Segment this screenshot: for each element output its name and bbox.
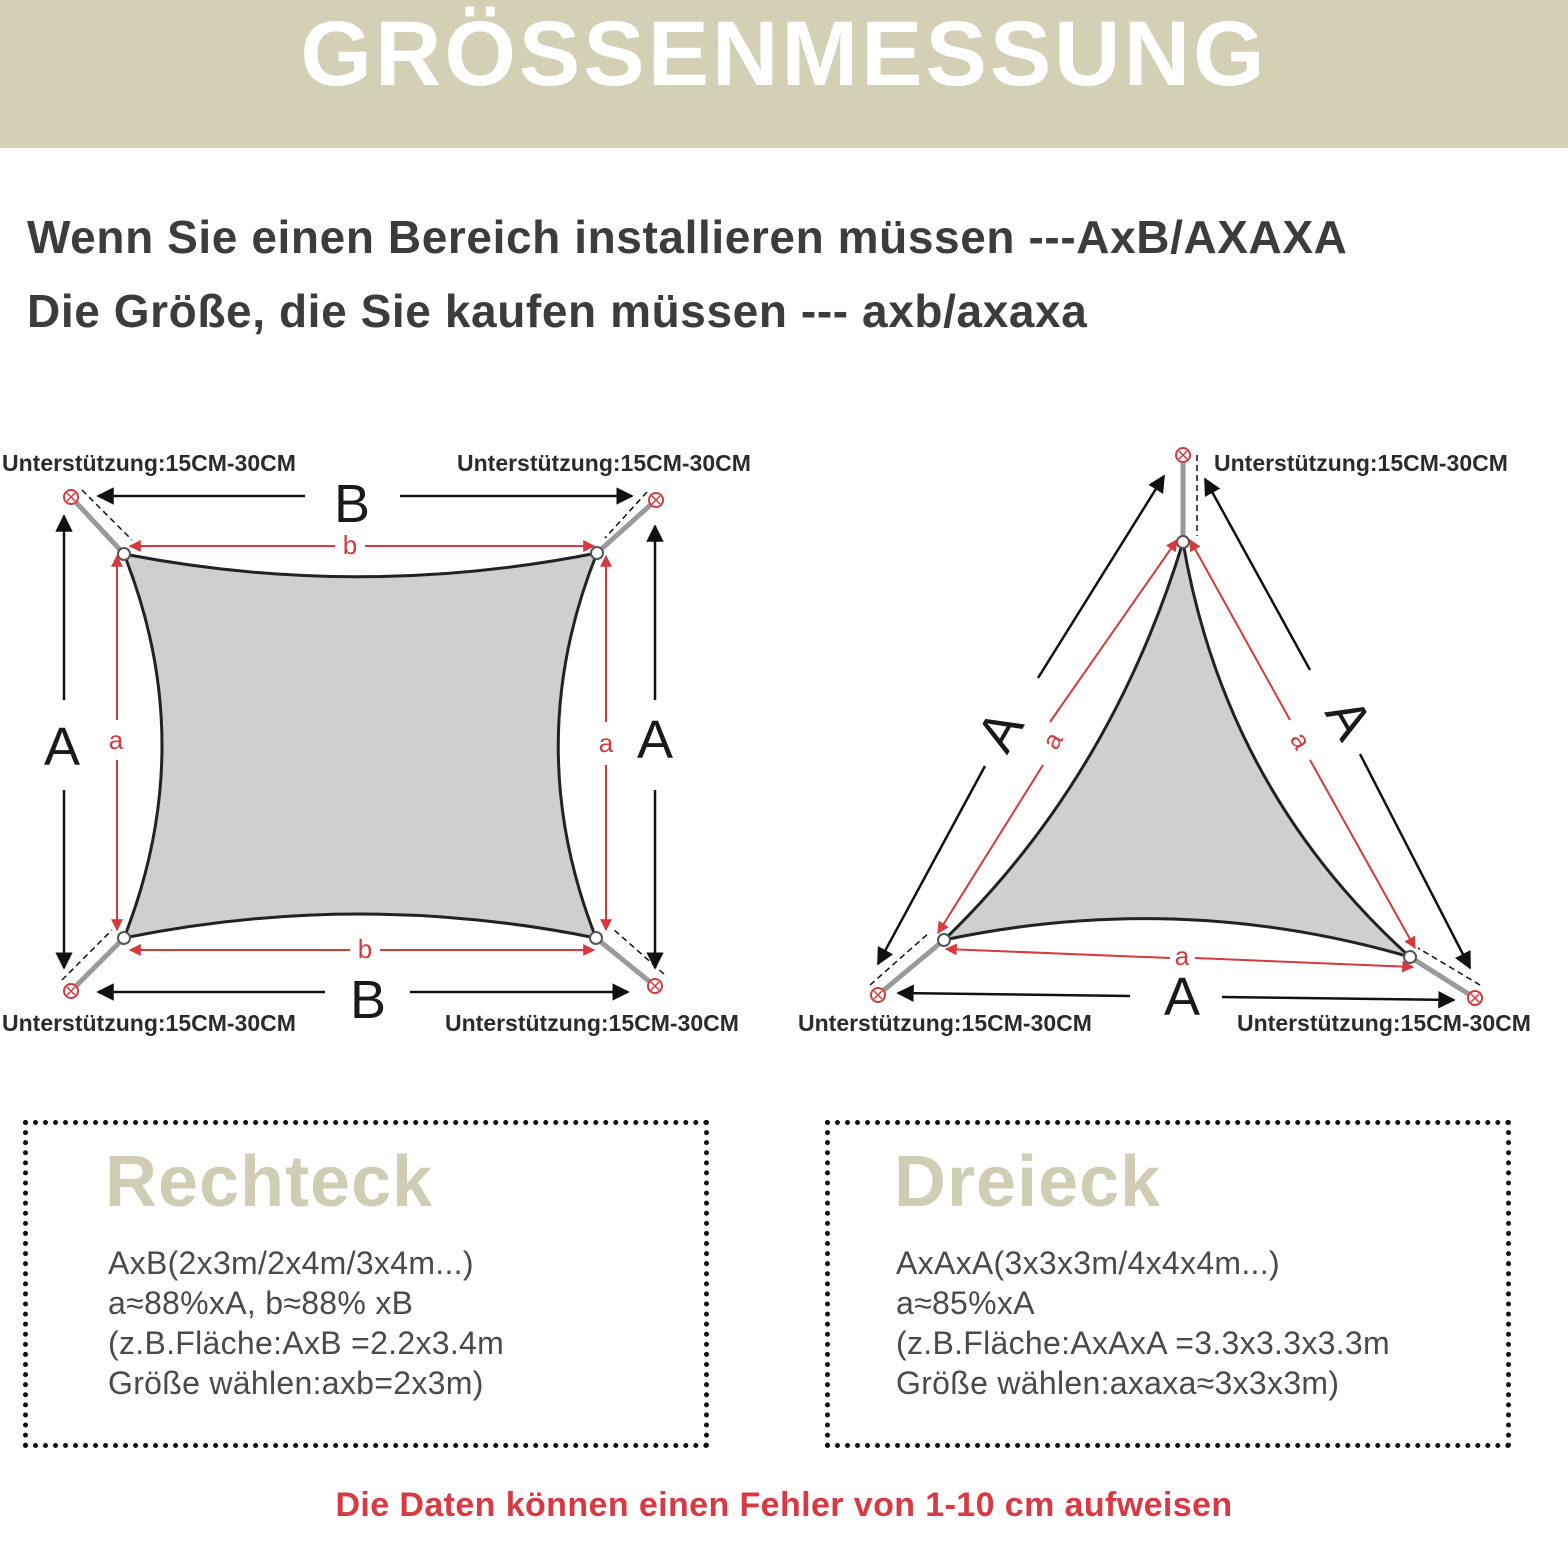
rect-label-A-left: A: [43, 717, 81, 777]
support-label-rect-top-right: Unterstützung:15CM-30CM: [457, 450, 751, 476]
intro-line-buy: Die Größe, die Sie kaufen müssen --- axb/axaxa: [27, 285, 1088, 337]
support-label-tri-bottom-right: Unterstützung:15CM-30CM: [1237, 1010, 1531, 1036]
triangle-detail-line: (z.B.Fläche:AxAxA =3.3x3.3x3.3m: [896, 1325, 1390, 1361]
rectangle-detail-line: Größe wählen:axb=2x3m): [108, 1365, 484, 1401]
rectangle-title: Rechteck: [105, 1142, 434, 1222]
tri-label-A-right: A: [1313, 688, 1384, 750]
rect-label-b-top: b: [342, 530, 358, 560]
triangle-title: Dreieck: [894, 1142, 1162, 1222]
support-label-rect-top-left: Unterstützung:15CM-30CM: [2, 450, 296, 476]
tri-label-a-left: a: [1035, 726, 1069, 755]
triangle-details: [896, 1243, 1390, 1403]
tri-label-A-left: A: [965, 700, 1036, 762]
rectangle-detail-line: AxB(2x3m/2x4m/3x4m...): [108, 1245, 474, 1281]
triangle-detail-line: AxAxA(3x3x3m/4x4x4m...): [896, 1245, 1280, 1281]
rectangle-detail-line: (z.B.Fläche:AxB =2.2x3.4m: [108, 1325, 505, 1361]
support-label-rect-bottom-left: Unterstützung:15CM-30CM: [2, 1010, 296, 1036]
support-label-tri-top: Unterstützung:15CM-30CM: [1214, 450, 1508, 476]
intro-line-install: Wenn Sie einen Bereich installieren müssen ---AxB/AXAXA: [27, 211, 1348, 263]
rectangle-diagram: [2, 450, 751, 1036]
triangle-info-box: [825, 1120, 1511, 1448]
rect-label-B-bottom: B: [349, 970, 387, 1030]
rect-label-a-right: a: [598, 728, 614, 758]
rect-label-B-top: B: [333, 474, 371, 534]
rectangle-details: [108, 1243, 504, 1403]
rectangle-detail-line: a≈88%xA, b≈88% xB: [108, 1285, 414, 1321]
rectangle-sail-shape: [124, 553, 597, 938]
error-disclaimer: Die Daten können einen Fehler von 1-10 cm aufweisen: [335, 1486, 1233, 1524]
tri-label-A-bottom: A: [1163, 967, 1201, 1027]
rect-label-A-right: A: [636, 710, 674, 770]
rectangle-info-box: [23, 1120, 709, 1448]
rect-label-b-bottom: b: [357, 934, 373, 964]
triangle-diagram: [798, 448, 1531, 1036]
triangle-detail-line: a≈85%xA: [896, 1285, 1035, 1321]
page-title: GRÖSSENMESSUNG: [300, 3, 1268, 105]
support-label-tri-bottom-left: Unterstützung:15CM-30CM: [798, 1010, 1092, 1036]
support-label-rect-bottom-right: Unterstützung:15CM-30CM: [445, 1010, 739, 1036]
triangle-detail-line: Größe wählen:axaxa≈3x3x3m): [896, 1365, 1340, 1401]
rect-label-a-left: a: [108, 725, 124, 755]
tri-label-a-right: a: [1284, 726, 1318, 755]
tri-label-a-bottom: a: [1174, 941, 1190, 971]
